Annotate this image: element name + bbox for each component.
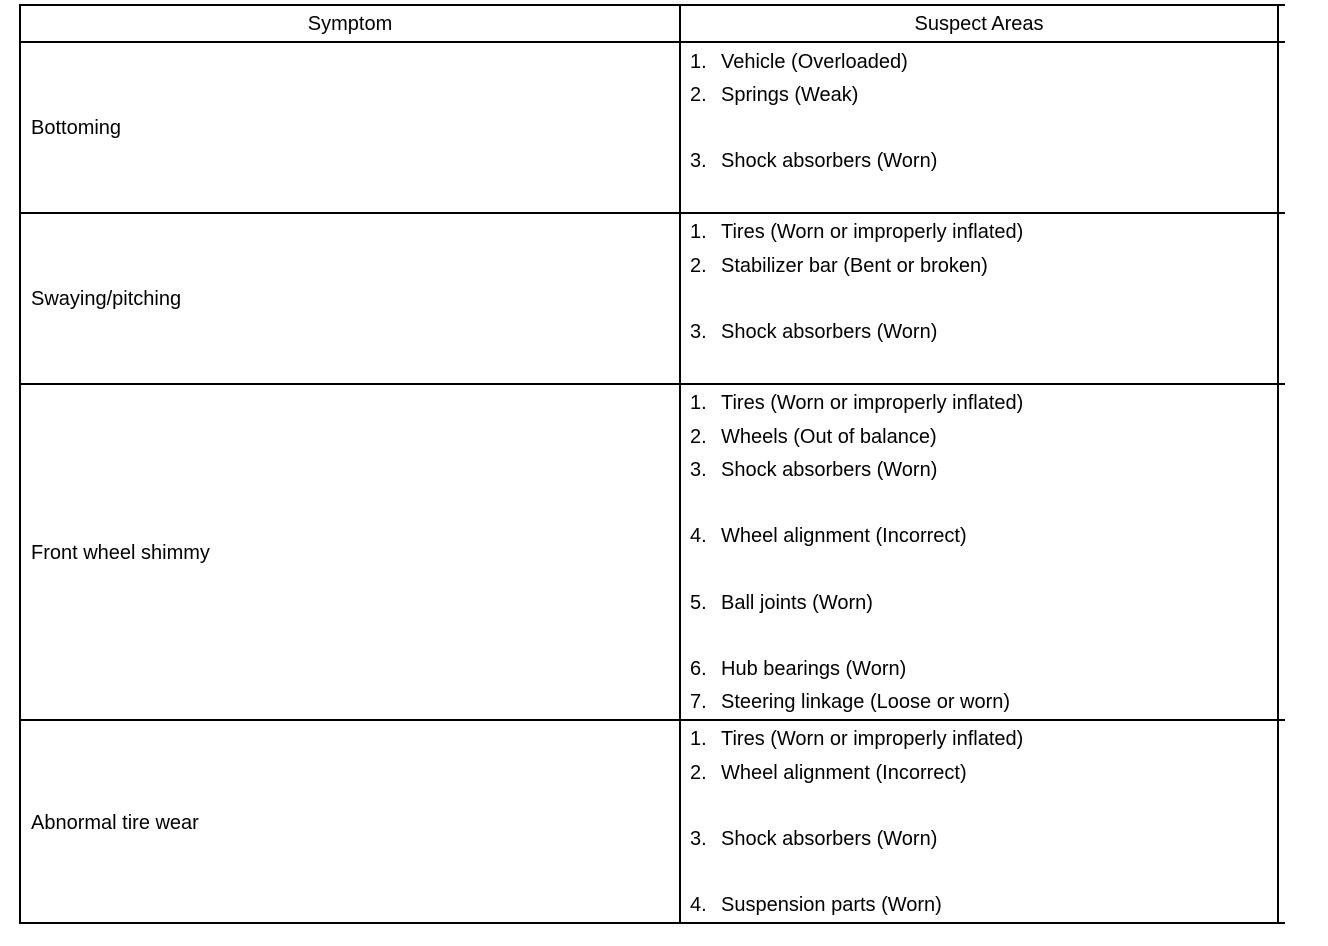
symptom-cell: Front wheel shimmy bbox=[31, 542, 210, 564]
item-number: 3. bbox=[690, 459, 707, 481]
suspect-item bbox=[690, 524, 967, 548]
item-text: Shock absorbers (Worn) bbox=[721, 321, 938, 343]
row-divider bbox=[19, 719, 1285, 721]
item-text: Wheel alignment (Incorrect) bbox=[721, 525, 967, 547]
item-text: Tires (Worn or improperly inflated) bbox=[721, 728, 1024, 750]
item-number: 3. bbox=[690, 150, 707, 172]
suspect-item bbox=[690, 50, 908, 74]
symptom-cell: Swaying/pitching bbox=[31, 288, 182, 310]
item-text: Steering linkage (Loose or worn) bbox=[721, 691, 1011, 713]
item-number: 7. bbox=[690, 691, 707, 713]
symptom-cell: Abnormal tire wear bbox=[31, 812, 199, 834]
symptom-table bbox=[19, 4, 1285, 924]
item-text: Hub bearings (Worn) bbox=[721, 658, 907, 680]
suspect-item bbox=[690, 761, 967, 785]
item-number: 1. bbox=[690, 221, 707, 243]
item-text: Stabilizer bar (Bent or broken) bbox=[721, 255, 988, 277]
row-divider bbox=[19, 212, 1285, 214]
header-symptom: Symptom bbox=[307, 13, 393, 35]
suspect-item bbox=[690, 391, 1023, 415]
table-right-border bbox=[1277, 4, 1279, 924]
suspect-item bbox=[690, 149, 937, 173]
suspect-item bbox=[690, 458, 937, 482]
item-text: Shock absorbers (Worn) bbox=[721, 459, 938, 481]
item-number: 2. bbox=[690, 426, 707, 448]
item-number: 5. bbox=[690, 592, 707, 614]
item-number: 2. bbox=[690, 762, 707, 784]
item-number: 3. bbox=[690, 321, 707, 343]
item-number: 4. bbox=[690, 894, 707, 916]
header-suspect-areas: Suspect Areas bbox=[914, 13, 1044, 35]
item-number: 1. bbox=[690, 728, 707, 750]
row-divider bbox=[19, 383, 1285, 385]
item-number: 4. bbox=[690, 525, 707, 547]
symptom-cell: Bottoming bbox=[31, 117, 122, 139]
suspect-item bbox=[690, 827, 937, 851]
item-text: Wheels (Out of balance) bbox=[721, 426, 937, 448]
suspect-item bbox=[690, 690, 1010, 714]
item-text: Wheel alignment (Incorrect) bbox=[721, 762, 967, 784]
suspect-item bbox=[690, 254, 988, 278]
item-number: 1. bbox=[690, 392, 707, 414]
suspect-item bbox=[690, 83, 858, 107]
item-number: 6. bbox=[690, 658, 707, 680]
suspect-item bbox=[690, 425, 937, 449]
item-text: Shock absorbers (Worn) bbox=[721, 150, 938, 172]
suspect-item bbox=[690, 591, 873, 615]
item-number: 3. bbox=[690, 828, 707, 850]
suspect-item bbox=[690, 657, 906, 681]
suspect-item bbox=[690, 727, 1023, 751]
item-number: 2. bbox=[690, 84, 707, 106]
suspect-item bbox=[690, 320, 937, 344]
item-text: Tires (Worn or improperly inflated) bbox=[721, 392, 1024, 414]
item-text: Shock absorbers (Worn) bbox=[721, 828, 938, 850]
item-number: 2. bbox=[690, 255, 707, 277]
item-text: Vehicle (Overloaded) bbox=[721, 51, 908, 73]
suspect-item bbox=[690, 893, 942, 917]
item-text: Suspension parts (Worn) bbox=[721, 894, 942, 916]
item-text: Ball joints (Worn) bbox=[721, 592, 873, 614]
item-number: 1. bbox=[690, 51, 707, 73]
suspect-item bbox=[690, 220, 1023, 244]
item-text: Springs (Weak) bbox=[721, 84, 859, 106]
column-divider bbox=[679, 4, 681, 924]
item-text: Tires (Worn or improperly inflated) bbox=[721, 221, 1024, 243]
